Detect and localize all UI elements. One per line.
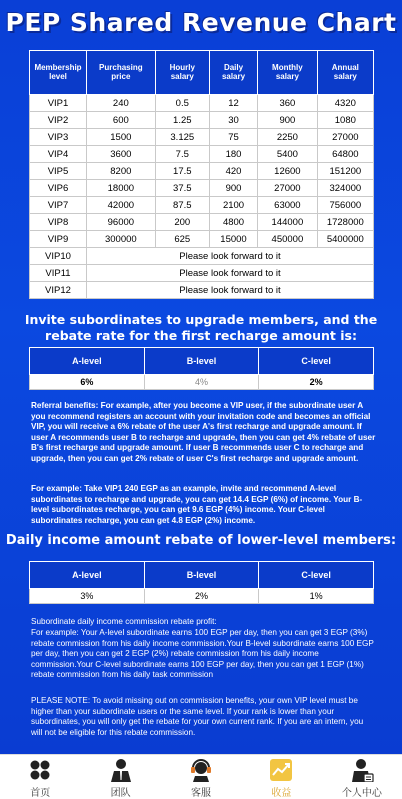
table-row (30, 248, 374, 265)
table-row (30, 180, 374, 197)
rate-value: 2% (144, 589, 259, 604)
col-header: C-level (259, 348, 374, 375)
table-cell: 900 (258, 112, 318, 129)
earnings-chart-icon (269, 758, 293, 782)
table-cell: 360 (258, 95, 318, 112)
vip-level-cell: VIP3 (30, 129, 87, 146)
table-cell: 240 (87, 95, 156, 112)
col-header: Daily salary (209, 51, 257, 95)
table-cell: 15000 (209, 231, 257, 248)
nav-home[interactable] (0, 755, 80, 799)
table-cell: 42000 (87, 197, 156, 214)
table-cell: 0.5 (155, 95, 209, 112)
table-cell: 1728000 (317, 214, 373, 231)
table-cell: 200 (155, 214, 209, 231)
table-cell: 27000 (258, 180, 318, 197)
rate-value: 2% (259, 375, 374, 390)
vip-level-cell: VIP9 (30, 231, 87, 248)
table-cell: 5400 (258, 146, 318, 163)
table-cell: 30 (209, 112, 257, 129)
daily-rebate-table (29, 561, 374, 604)
vip-level-cell: VIP11 (30, 265, 87, 282)
home-grid-icon (28, 758, 52, 782)
table-row (30, 265, 374, 282)
vip-level-cell: VIP1 (30, 95, 87, 112)
col-header: Monthly salary (258, 51, 318, 95)
table-cell: 63000 (258, 197, 318, 214)
col-header: B-level (144, 348, 259, 375)
table-cell: 12 (209, 95, 257, 112)
table-cell: 600 (87, 112, 156, 129)
table-cell: 87.5 (155, 197, 209, 214)
table-cell: 37.5 (155, 180, 209, 197)
table-cell: 625 (155, 231, 209, 248)
page-title: PEP Shared Revenue Chart (5, 8, 397, 37)
customer-service-icon (189, 758, 213, 782)
col-header: B-level (144, 562, 259, 589)
table-row (30, 197, 374, 214)
nav-label: 收益 (271, 788, 292, 799)
table-cell: 8200 (87, 163, 156, 180)
table-row (30, 95, 374, 112)
table-row (30, 282, 374, 299)
table-cell: 3.125 (155, 129, 209, 146)
col-header: Membership level (30, 51, 87, 95)
col-header: Purchasing price (87, 51, 156, 95)
table-cell: 75 (209, 129, 257, 146)
team-icon (109, 758, 133, 782)
table-cell: 300000 (87, 231, 156, 248)
col-header: A-level (30, 562, 145, 589)
first-recharge-rebate-table (29, 347, 374, 390)
table-row (30, 129, 374, 146)
table-cell: 1080 (317, 112, 373, 129)
table-cell: 900 (209, 180, 257, 197)
rate-value: 3% (30, 589, 145, 604)
vip-level-cell: VIP7 (30, 197, 87, 214)
table-cell: 144000 (258, 214, 318, 231)
table-cell: 1.25 (155, 112, 209, 129)
col-header: Hourly salary (155, 51, 209, 95)
vip-level-cell: VIP5 (30, 163, 87, 180)
table-cell: 4320 (317, 95, 373, 112)
daily-commission-text: For example: Your A-level subordinate earns 100 EGP per day, then you can get 3 EGP (3%) rebate commission from his daily income commission.Your B-level subordinate earns 100 EGP per day, then you can get 2 EGP (2%) rebate commission from his daily income commission.Your C-level subordinate earns 100 EGP per day, then you can get 1 EGP (1%) rebate commission from his daily task commission (31, 628, 374, 679)
table-cell: 151200 (317, 163, 373, 180)
referral-text: Referral benefits: For example, after you become a VIP user, if the subordinate user A you recommend registers an account with your invitation code and becomes an official VIP, you will receive a 6% rebate of the user A's first recharge and upgrade amount. If user A recommends user B to recharge and upgrade, then you can get 4% rebate of user B's first recharge and upgrade amount. If user B recommends user C to recharge and upgrade, then you can get 2% rebate of user C's first recharge and upgrade amount. (31, 401, 376, 463)
nav-label: 个人中心 (341, 788, 382, 799)
table-cell: 5400000 (317, 231, 373, 248)
table-row (30, 231, 374, 248)
table-row (30, 214, 374, 231)
nav-label: 首页 (30, 788, 51, 799)
col-header: Annual salary (317, 51, 373, 95)
nav-team[interactable] (80, 755, 160, 799)
rate-value: 4% (144, 375, 259, 390)
table-cell: 2100 (209, 197, 257, 214)
col-header: A-level (30, 348, 145, 375)
table-row (30, 146, 374, 163)
rate-value: 1% (259, 589, 374, 604)
table-cell: 180 (209, 146, 257, 163)
vip-level-cell: VIP8 (30, 214, 87, 231)
table-cell: 450000 (258, 231, 318, 248)
daily-commission-title: Subordinate daily income commission rebate profit: (31, 617, 217, 626)
revenue-table (29, 50, 374, 299)
table-cell: 7.5 (155, 146, 209, 163)
table-cell: 27000 (317, 129, 373, 146)
coming-soon-cell: Please look forward to it (87, 282, 374, 299)
table-cell: 18000 (87, 180, 156, 197)
table-row (30, 112, 374, 129)
table-cell: 1500 (87, 129, 156, 146)
nav-label: 客服 (191, 788, 212, 799)
profile-icon (350, 758, 374, 782)
table-row (30, 163, 374, 180)
vip-level-cell: VIP6 (30, 180, 87, 197)
table-cell: 4800 (209, 214, 257, 231)
coming-soon-cell: Please look forward to it (87, 248, 374, 265)
nav-profile[interactable] (322, 755, 402, 799)
table-cell: 420 (209, 163, 257, 180)
table-cell: 756000 (317, 197, 373, 214)
nav-earnings[interactable] (241, 755, 321, 799)
vip-level-cell: VIP2 (30, 112, 87, 129)
table-cell: 12600 (258, 163, 318, 180)
table-cell: 324000 (317, 180, 373, 197)
bottom-nav (0, 754, 402, 799)
table-cell: 64800 (317, 146, 373, 163)
table-cell: 3600 (87, 146, 156, 163)
coming-soon-cell: Please look forward to it (87, 265, 374, 282)
rebate-heading: Invite subordinates to upgrade members, and the rebate rate for the first recharge amount is: (24, 312, 378, 344)
nav-label: 团队 (110, 788, 131, 799)
vip-level-cell: VIP12 (30, 282, 87, 299)
nav-service[interactable] (161, 755, 241, 799)
vip-level-cell: VIP10 (30, 248, 87, 265)
note-text: PLEASE NOTE: To avoid missing out on commission benefits, your own VIP level must be higher than your subordinate users or the same level. If your rank is lower than your subordinates, you will only get the rebate for your own current rank. If you are an intern, you will not be eligible for this rebate commission. (31, 696, 364, 737)
daily-rebate-heading: Daily income amount rebate of lower-level members: (5, 533, 397, 548)
table-cell: 96000 (87, 214, 156, 231)
example-text: For example: Take VIP1 240 EGP as an example, invite and recommend A-level subordinates to recharge and upgrade, you can get 14.4 EGP (6%) of income. Your B-level subordinates recharge, you can get 9.6 EGP (4%) income. Your C-level subordinates recharge, you can get 4.8 EGP (2%) income. (31, 484, 363, 525)
table-cell: 17.5 (155, 163, 209, 180)
rate-value: 6% (30, 375, 145, 390)
table-cell: 2250 (258, 129, 318, 146)
col-header: C-level (259, 562, 374, 589)
vip-level-cell: VIP4 (30, 146, 87, 163)
